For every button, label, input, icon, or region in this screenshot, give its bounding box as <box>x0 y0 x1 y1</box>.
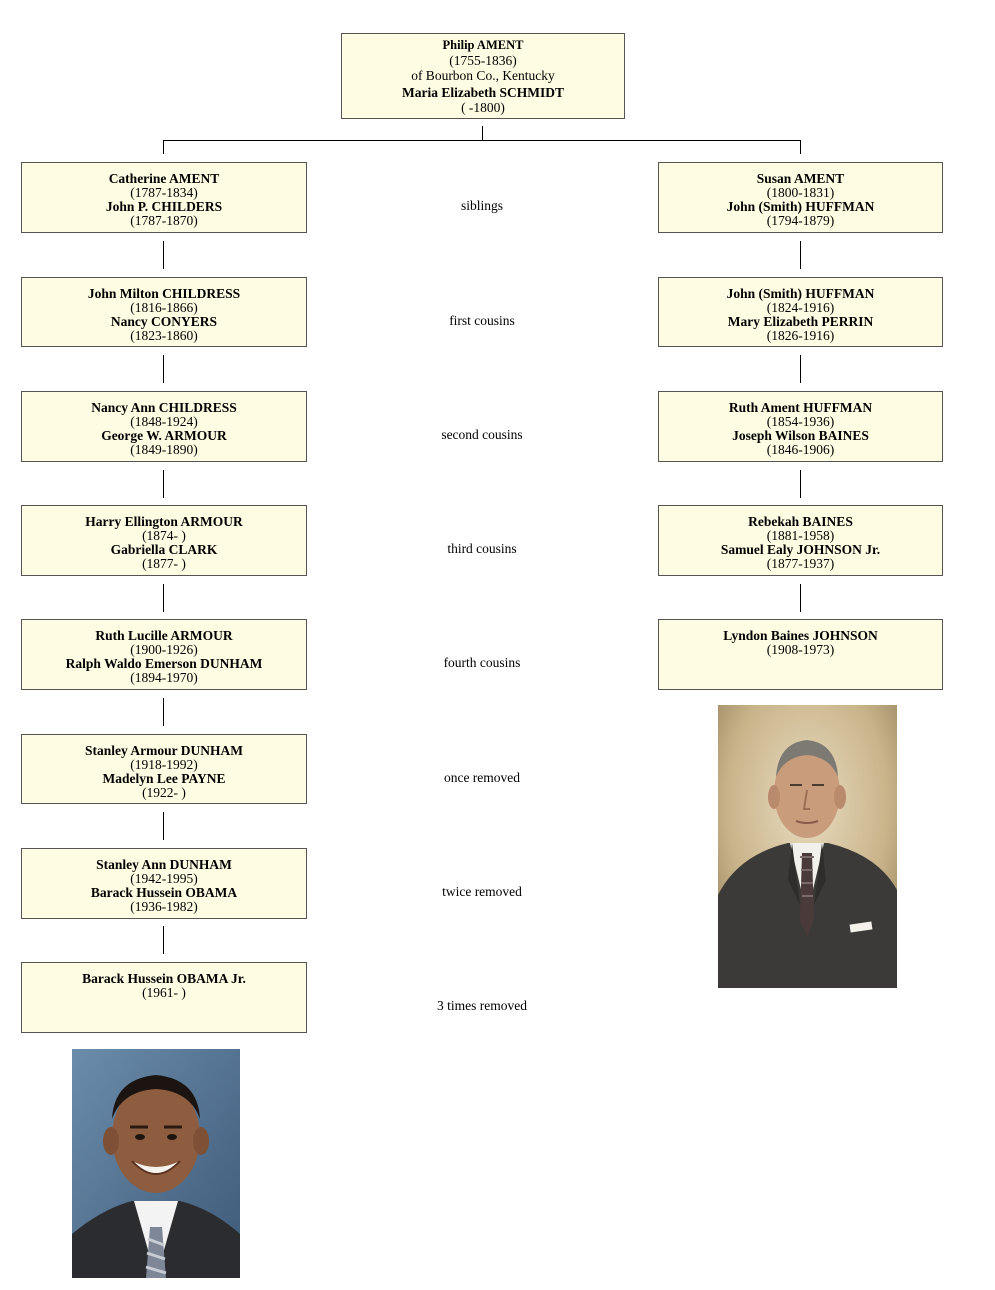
spouse-dates: (1922- ) <box>142 785 186 800</box>
spouse-dates: (1877-1937) <box>766 556 835 571</box>
relationship-label: fourth cousins <box>443 655 521 670</box>
person-dates: (1874- ) <box>142 528 186 543</box>
generation-connector <box>800 584 801 612</box>
spouse-name: Mary Elizabeth PERRIN <box>727 314 874 329</box>
person-box-right <box>658 391 943 462</box>
spouse-dates: (1794-1879) <box>766 213 835 228</box>
generation-connector <box>163 812 164 840</box>
generation-connector <box>800 241 801 269</box>
spouse-dates: (1894-1970) <box>130 670 198 685</box>
spouse-dates: (1846-1906) <box>766 442 835 457</box>
root-connector-right-drop <box>800 140 801 154</box>
person-dates: (1824-1916) <box>766 300 835 315</box>
spouse-dates: (1826-1916) <box>766 328 835 343</box>
person-box-left <box>21 277 307 347</box>
person-box-left <box>21 848 307 919</box>
root-place: of Bourbon Co., Kentucky <box>411 68 555 83</box>
generation-connector <box>163 470 164 498</box>
relationship-label: siblings <box>460 198 503 213</box>
person-box-left <box>21 505 307 576</box>
person-box-right <box>658 277 943 347</box>
spouse-name: Nancy CONYERS <box>110 314 218 329</box>
root-dates: (1755-1836) <box>449 53 517 68</box>
person-box-left <box>21 962 307 1033</box>
spouse-dates: (1823-1860) <box>130 328 198 343</box>
spouse-dates: (1787-1870) <box>130 213 198 228</box>
person-dates: (1854-1936) <box>766 414 835 429</box>
person-box-left <box>21 619 307 690</box>
person-name: Nancy Ann CHILDRESS <box>91 400 237 415</box>
person-name: Ruth Ament HUFFMAN <box>728 400 873 415</box>
generation-connector <box>163 241 164 269</box>
relationship-label: second cousins <box>441 427 523 442</box>
root-name: Philip AMENT <box>442 38 524 52</box>
relationship-label: third cousins <box>447 541 517 556</box>
spouse-name: Joseph Wilson BAINES <box>732 428 869 443</box>
lyndon-johnson-portrait <box>718 705 897 988</box>
root-spouse-dates: ( -1800) <box>461 100 505 115</box>
root-connector-horizontal <box>163 140 801 141</box>
root-spouse-name: Maria Elizabeth SCHMIDT <box>402 85 564 100</box>
spouse-dates: (1849-1890) <box>130 442 198 457</box>
person-name: Stanley Armour DUNHAM <box>85 743 243 758</box>
person-box-right <box>658 619 943 690</box>
person-name: John (Smith) HUFFMAN <box>726 286 875 301</box>
relationship-label: twice removed <box>442 884 522 899</box>
person-name: Lyndon Baines JOHNSON <box>723 628 878 643</box>
spouse-name: Barack Hussein OBAMA <box>90 885 238 900</box>
spouse-name: Samuel Ealy JOHNSON Jr. <box>720 542 881 557</box>
person-box-left <box>21 162 307 233</box>
person-dates: (1881-1958) <box>766 528 835 543</box>
barack-obama-portrait <box>72 1049 240 1278</box>
person-box-left <box>21 734 307 804</box>
spouse-name: John (Smith) HUFFMAN <box>726 199 875 214</box>
generation-connector <box>800 355 801 383</box>
spouse-name: John P. CHILDERS <box>105 199 223 214</box>
generation-connector <box>163 584 164 612</box>
portrait-image <box>72 1049 240 1278</box>
generation-connector <box>800 470 801 498</box>
person-dates: (1961- ) <box>142 985 186 1000</box>
person-box-right <box>658 505 943 576</box>
spouse-dates: (1936-1982) <box>130 899 198 914</box>
person-name: Ruth Lucille ARMOUR <box>95 628 233 643</box>
root-ancestor-box <box>341 33 625 119</box>
person-box-left <box>21 391 307 462</box>
person-dates: (1900-1926) <box>130 642 198 657</box>
person-name: Stanley Ann DUNHAM <box>96 857 232 872</box>
relationship-label: first cousins <box>449 313 515 328</box>
spouse-name: Ralph Waldo Emerson DUNHAM <box>65 656 263 671</box>
root-connector-vertical <box>482 126 483 140</box>
person-dates: (1787-1834) <box>130 185 198 200</box>
person-dates: (1918-1992) <box>130 757 198 772</box>
person-dates: (1800-1831) <box>766 185 835 200</box>
person-name: Harry Ellington ARMOUR <box>85 514 243 529</box>
spouse-dates: (1877- ) <box>142 556 186 571</box>
person-name: Rebekah BAINES <box>748 514 853 529</box>
person-name: Catherine AMENT <box>108 171 220 186</box>
person-name: Barack Hussein OBAMA Jr. <box>82 971 246 986</box>
generation-connector <box>163 698 164 726</box>
person-name: Susan AMENT <box>756 171 845 186</box>
spouse-name: Gabriella CLARK <box>110 542 218 557</box>
person-box-right <box>658 162 943 233</box>
person-dates: (1942-1995) <box>130 871 198 886</box>
spouse-name: George W. ARMOUR <box>101 428 227 443</box>
person-dates: (1908-1973) <box>766 642 835 657</box>
relationship-label: once removed <box>443 770 521 785</box>
generation-connector <box>163 355 164 383</box>
person-name: John Milton CHILDRESS <box>87 286 241 301</box>
spouse-name: Madelyn Lee PAYNE <box>102 771 226 786</box>
generation-connector <box>163 926 164 954</box>
person-dates: (1816-1866) <box>130 300 198 315</box>
relationship-label: 3 times removed <box>437 998 527 1013</box>
person-dates: (1848-1924) <box>130 414 198 429</box>
portrait-image <box>718 705 897 988</box>
root-connector-left-drop <box>163 140 164 154</box>
